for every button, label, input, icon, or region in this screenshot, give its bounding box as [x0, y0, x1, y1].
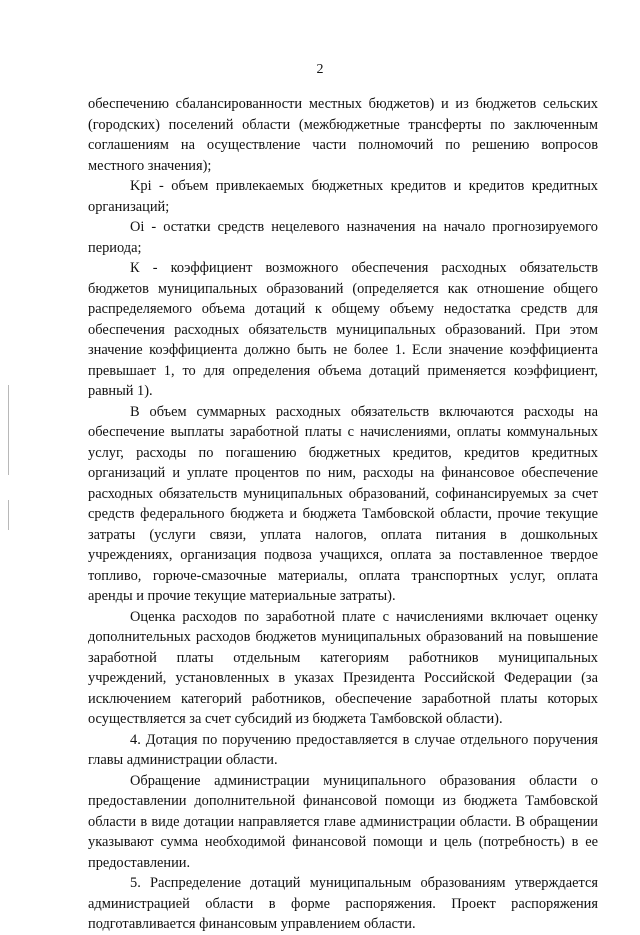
paragraph-kpi-definition: Kpi - объем привлекаемых бюджетных кредитов и кредитов кредитных организаций;: [88, 178, 598, 215]
scan-margin-mark: [8, 385, 9, 475]
paragraph-continuation: обеспечению сбалансированности местных бюджетов) и из бюджетов сельских (городских) поселений области (межбюджетные трансферты по заключенным соглашениям на осуществление части полномочий по решению вопросов местного значения);: [88, 96, 598, 174]
paragraph-section-4: 4. Дотация по поручению предоставляется в случае отдельного поручения главы администрации области.: [88, 731, 598, 768]
document-body: [88, 94, 598, 935]
paragraph-request: Обращение администрации муниципального образования области о предоставлении дополнительной финансовой помощи из бюджета Тамбовской области в виде дотации направляется главе администрации области. В обращении указывают сумма необходимой финансовой помощи и цель (потребность) в ее предоставлении.: [88, 772, 598, 871]
paragraph-salary-estimate: Оценка расходов по заработной плате с начислениями включает оценку дополнительных расходов бюджетов муниципальных образований на повышение заработной платы отдельным категориям работников муниципальных учреждений, установленных в указах Президента Российской Федерации (за исключением категорий работников, обеспечение заработной платы которых осуществляется за счет субсидий из бюджета Тамбовской области).: [88, 608, 598, 727]
scan-margin-mark: [8, 500, 9, 530]
paragraph-section-5: 5. Распределение дотаций муниципальным образованиям утверждается администрацией области в форме распоряжения. Проект распоряжения подготавливается финансовым управлением области.: [88, 875, 598, 932]
page-number: 2: [316, 62, 324, 77]
paragraph-k-coefficient: К - коэффициент возможного обеспечения расходных обязательств бюджетов муниципальных образований (определяется как отношение общего распределяемого объема дотаций к общему объему недостатка средств для обеспечения расходных обязательств муниципальных образований. При этом значение коэффициента должно быть не более 1. Если значение коэффициента превышает 1, то для определения объема дотаций применяется коэффициент, равный 1).: [88, 260, 598, 399]
paragraph-obligations: В объем суммарных расходных обязательств включаются расходы на обеспечение выплаты заработной платы с начислениями, оплаты коммунальных услуг, расходы по погашению бюджетных кредитов, кредитов кредитных организаций и уплате процентов по ним, расходы на финансовое обеспечение расходных обязательств муниципальных образований, софинансируемых за счет средств федерального бюджета и бюджета Тамбовской области, прочие текущие затраты (услуги связи, уплата налогов, оплата питания в дошкольных учреждениях, организация подвоза учащихся, оплата за поставленное твердое топливо, горюче-смазочные материалы, оплата транспортных услуг, оплата аренды и прочие текущие материальные затраты).: [88, 403, 598, 604]
paragraph-oi-definition: Oi - остатки средств нецелевого назначения на начало прогнозируемого периода;: [88, 219, 598, 256]
